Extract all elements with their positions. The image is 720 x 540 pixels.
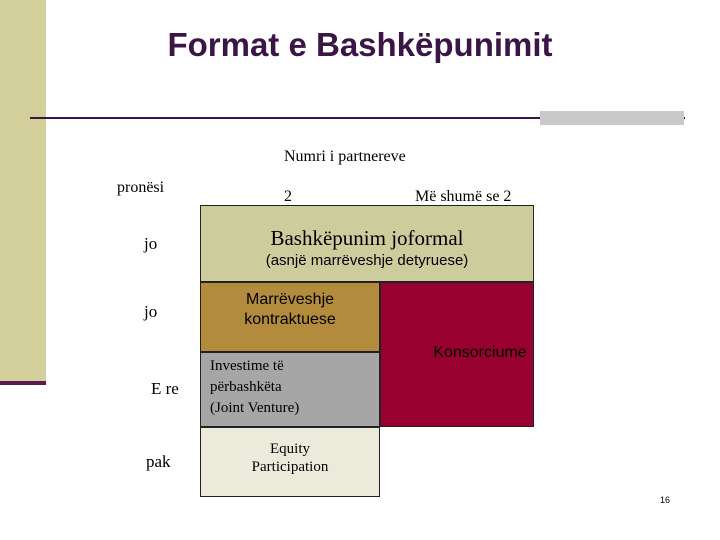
equity-line-1: Equity [270, 441, 310, 457]
equity-participation-label [200, 440, 380, 476]
slide-title: Format e Bashkëpunimit [167, 26, 553, 63]
jv-line-2: përbashkëta [210, 379, 282, 395]
side-decor-accent [0, 381, 46, 385]
divider-accent-block [540, 111, 684, 125]
row-label-none-2: jo [144, 302, 158, 321]
jv-line-1: Investime të [210, 358, 284, 374]
contract-line-2: kontraktuese [244, 311, 336, 328]
jv-line-3: (Joint Venture) [210, 400, 300, 416]
header-two-partners: 2 [284, 188, 292, 205]
row-label-new: E re [151, 379, 179, 398]
row-label-none-1: jo [144, 234, 158, 253]
consortia-label: Konsorciume [433, 344, 527, 361]
header-number-of-partners: Numri i partnereve [284, 148, 406, 165]
equity-line-2: Participation [251, 459, 329, 475]
page-number: 16 [660, 495, 671, 505]
header-ownership: pronësi [117, 179, 165, 196]
informal-cooperation-title: Bashkëpunim joformal [270, 226, 464, 250]
row-label-little: pak [146, 452, 171, 471]
contract-line-1: Marrëveshje [245, 291, 335, 308]
informal-cooperation-subtitle: (asnjë marrëveshje detyruese) [265, 252, 469, 269]
header-more-than-two: Më shumë se 2 [415, 188, 512, 205]
contractual-agreements-label [200, 290, 380, 330]
joint-venture-label [210, 356, 380, 419]
